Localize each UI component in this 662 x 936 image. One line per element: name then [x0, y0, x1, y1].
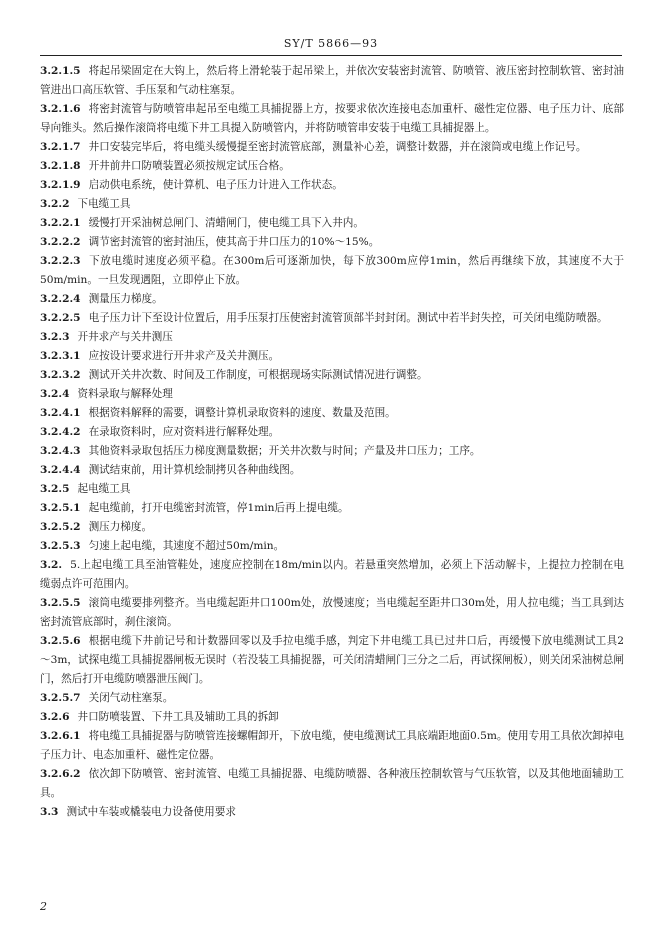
clause-text: 根据资料解释的需要，调整计算机录取资料的速度、数量及范围。: [88, 407, 396, 419]
paragraph-3-2-4-2: [40, 423, 624, 442]
clause-text: 将电缆工具捕捉器与防喷管连接螺帽卸开，下放电缆，使电缆测试工具底端距地面0.5m。使用专用工具依次卸掉电子压力计、电态加重杆、磁性定位器。: [40, 730, 624, 761]
page-number: 2: [40, 900, 47, 913]
clause-text: 开井求产与关井测压: [77, 331, 173, 343]
clause-text: 其他资料录取包括压力梯度测量数据；开关井次数与时间；产量及井口压力；工序。: [88, 445, 481, 457]
clause-text: 资料录取与解释处理: [77, 388, 173, 400]
clause-text: 井口安装完毕后，将电缆头缓慢提至密封流管底部，测量补心差，调整计数器，并在滚筒或电缆上作记号。: [88, 141, 587, 153]
clause-number: 3.2.1.9: [40, 179, 81, 191]
document-body: [40, 62, 624, 822]
paragraph-3-2-1-5: [40, 62, 624, 100]
clause-text: 将起吊梁固定在大钩上，然后将上滑轮装于起吊梁上，并依次安装密封流管、防喷管、液压密封控制软管、密封油管进出口高压软管、手压泵和气动柱塞泵。: [40, 65, 624, 96]
paragraph-3-2-5-3: [40, 537, 624, 556]
clause-text: 测量压力梯度。: [88, 293, 163, 305]
clause-text: 下电缆工具: [77, 198, 131, 210]
clause-text: 开井前井口防喷装置必须按规定试压合格。: [88, 160, 290, 172]
clause-number: 3.2.3.1: [40, 350, 81, 362]
clause-number: 3.2.6: [40, 711, 70, 723]
clause-number: 3.2.3: [40, 331, 70, 343]
clause-number: 3.3: [40, 806, 59, 818]
paragraph-3-2-1-9: [40, 176, 624, 195]
clause-number: 3.2.2.3: [40, 255, 81, 267]
paragraph-3-2-2-4: [40, 290, 624, 309]
paragraph-3-2-5-6: [40, 632, 624, 689]
clause-number: 3.2.4.3: [40, 445, 81, 457]
section-heading-3-3: [40, 803, 624, 822]
clause-text: 匀速上起电缆，其速度不超过50m/min。: [88, 540, 285, 552]
clause-text: 在录取资料时，应对资料进行解释处理。: [88, 426, 280, 438]
clause-text: 测试开关井次数、时间及工作制度，可根据现场实际测试情况进行调整。: [88, 369, 428, 381]
clause-number: 3.2.5: [40, 483, 70, 495]
paragraph-3-2-4-4: [40, 461, 624, 480]
clause-number: 3.2.1.6: [40, 103, 81, 115]
paragraph-3-2-6-1: [40, 727, 624, 765]
clause-text: 缓慢打开采油树总闸门、清蜡闸门，使电缆工具下入井内。: [88, 217, 364, 229]
paragraph-3-2-4-3: [40, 442, 624, 461]
section-heading-3-2-4: [40, 385, 624, 404]
clause-text: 启动供电系统，使计算机、电子压力计进入工作状态。: [88, 179, 343, 191]
page-header: SY/T 5866—93: [283, 37, 379, 50]
paragraph-3-2-3-2: [40, 366, 624, 385]
clause-text: 调节密封流管的密封油压，使其高于井口压力的10%～15%。: [88, 236, 380, 248]
paragraph-3-2-4-1: [40, 404, 624, 423]
paragraph-3-2-2-1: [40, 214, 624, 233]
paragraph-3-2-1-8: [40, 157, 624, 176]
clause-number: 3.2.4.2: [40, 426, 81, 438]
clause-number: 3.2.1.8: [40, 160, 81, 172]
clause-number: 3.2.2.1: [40, 217, 81, 229]
clause-number: 3.2.3.2: [40, 369, 81, 381]
clause-text: 测试中车装或橇装电力设备使用要求: [66, 806, 236, 818]
paragraph-3-2-5-4: [40, 556, 624, 594]
clause-text: 关闭气动柱塞泵。: [88, 692, 174, 704]
clause-number: 3.2.5.3: [40, 540, 81, 552]
clause-number: 3.2.6.1: [40, 730, 81, 742]
clause-text: 滚筒电缆要排列整齐。当电缆起距井口100m处，放慢速度；当电缆起至距井口30m处，用人拉电缆；当工具到达密封流管底部时，刹住滚筒。: [40, 597, 624, 628]
clause-number: 3.2.5.6: [40, 635, 81, 647]
paragraph-3-2-5-1: [40, 499, 624, 518]
clause-text: 下放电缆时速度必须平稳。在300m后可逐渐加快，每下放300m应停1min，然后再继续下放，其速度不大于50m/min。一旦发现遇阻，立即停止下放。: [40, 255, 624, 286]
clause-number: 3.2.1.7: [40, 141, 81, 153]
clause-number: 3.2.2.5: [40, 312, 81, 324]
paragraph-3-2-5-7: [40, 689, 624, 708]
clause-text: 测试结束前，用计算机绘制拷贝各种曲线图。: [88, 464, 301, 476]
paragraph-3-2-2-2: [40, 233, 624, 252]
paragraph-3-2-2-3: [40, 252, 624, 290]
header-rule: [40, 55, 622, 56]
clause-text: 起电缆工具: [77, 483, 131, 495]
clause-number: 3.2.2.4: [40, 293, 81, 305]
clause-text: 将密封流管与防喷管串起吊至电缆工具捕捉器上方，按要求依次连接电态加重杆、磁性定位器、电子压力计、底部导向锥头。然后操作滚筒将电缆下井工具提入防喷管内，并将防喷管串安装于电缆工具捕捉器上。: [40, 103, 624, 134]
section-heading-3-2-3: [40, 328, 624, 347]
section-heading-3-2-6: [40, 708, 624, 727]
clause-text: 起电缆前，打开电缆密封流管，停1min后再上提电缆。: [88, 502, 349, 514]
clause-text: 井口防喷装置、下井工具及辅助工具的拆卸: [77, 711, 279, 723]
clause-number: 3.2.2.2: [40, 236, 81, 248]
clause-text: 测压力梯度。: [88, 521, 153, 533]
clause-number: 3.2.4.4: [40, 464, 81, 476]
clause-number: 3.2.5.2: [40, 521, 81, 533]
clause-number: 3.2.2: [40, 198, 70, 210]
clause-text: 5.上起电缆工具至油管鞋处，速度应控制在18m/min以内。若悬重突然增加，必须上下活动解卡，上提拉力控制在电缆弱点许可范围内。: [40, 559, 624, 590]
paragraph-3-2-3-1: [40, 347, 624, 366]
paragraph-3-2-5-2: [40, 518, 624, 537]
clause-text: 应按设计要求进行开井求产及关井测压。: [88, 350, 280, 362]
clause-number: 3.2.: [40, 559, 63, 571]
paragraph-3-2-1-6: [40, 100, 624, 138]
clause-text: 根据电缆下井前记号和计数器回零以及手拉电缆手感，判定下井电缆工具已过井口后，再缓慢下放电缆测试工具2～3m，试探电缆工具捕捉器闸板无误时（若没装工具捕捉器，可关闭清蜡闸门三分之二后，再试探闸板），则关闭采油树总闸门，然后打开电缆防喷器泄压阀门。: [40, 635, 624, 685]
paragraph-3-2-6-2: [40, 765, 624, 803]
section-heading-3-2-2: [40, 195, 624, 214]
clause-text: 依次卸下防喷管、密封流管、电缆工具捕捉器、电缆防喷器、各种液压控制软管与气压软管，以及其他地面辅助工具。: [40, 768, 624, 799]
paragraph-3-2-2-5: [40, 309, 624, 328]
clause-number: 3.2.6.2: [40, 768, 81, 780]
clause-number: 3.2.1.5: [40, 65, 81, 77]
paragraph-3-2-5-5: [40, 594, 624, 632]
clause-number: 3.2.4.1: [40, 407, 81, 419]
clause-number: 3.2.5.1: [40, 502, 81, 514]
paragraph-3-2-1-7: [40, 138, 624, 157]
clause-text: 电子压力计下至设计位置后，用手压泵打压使密封流管顶部半封封闭。测试中若半封失控，可关闭电缆防喷器。: [88, 312, 608, 324]
section-heading-3-2-5: [40, 480, 624, 499]
clause-number: 3.2.5.7: [40, 692, 81, 704]
clause-number: 3.2.4: [40, 388, 70, 400]
clause-number: 3.2.5.5: [40, 597, 81, 609]
